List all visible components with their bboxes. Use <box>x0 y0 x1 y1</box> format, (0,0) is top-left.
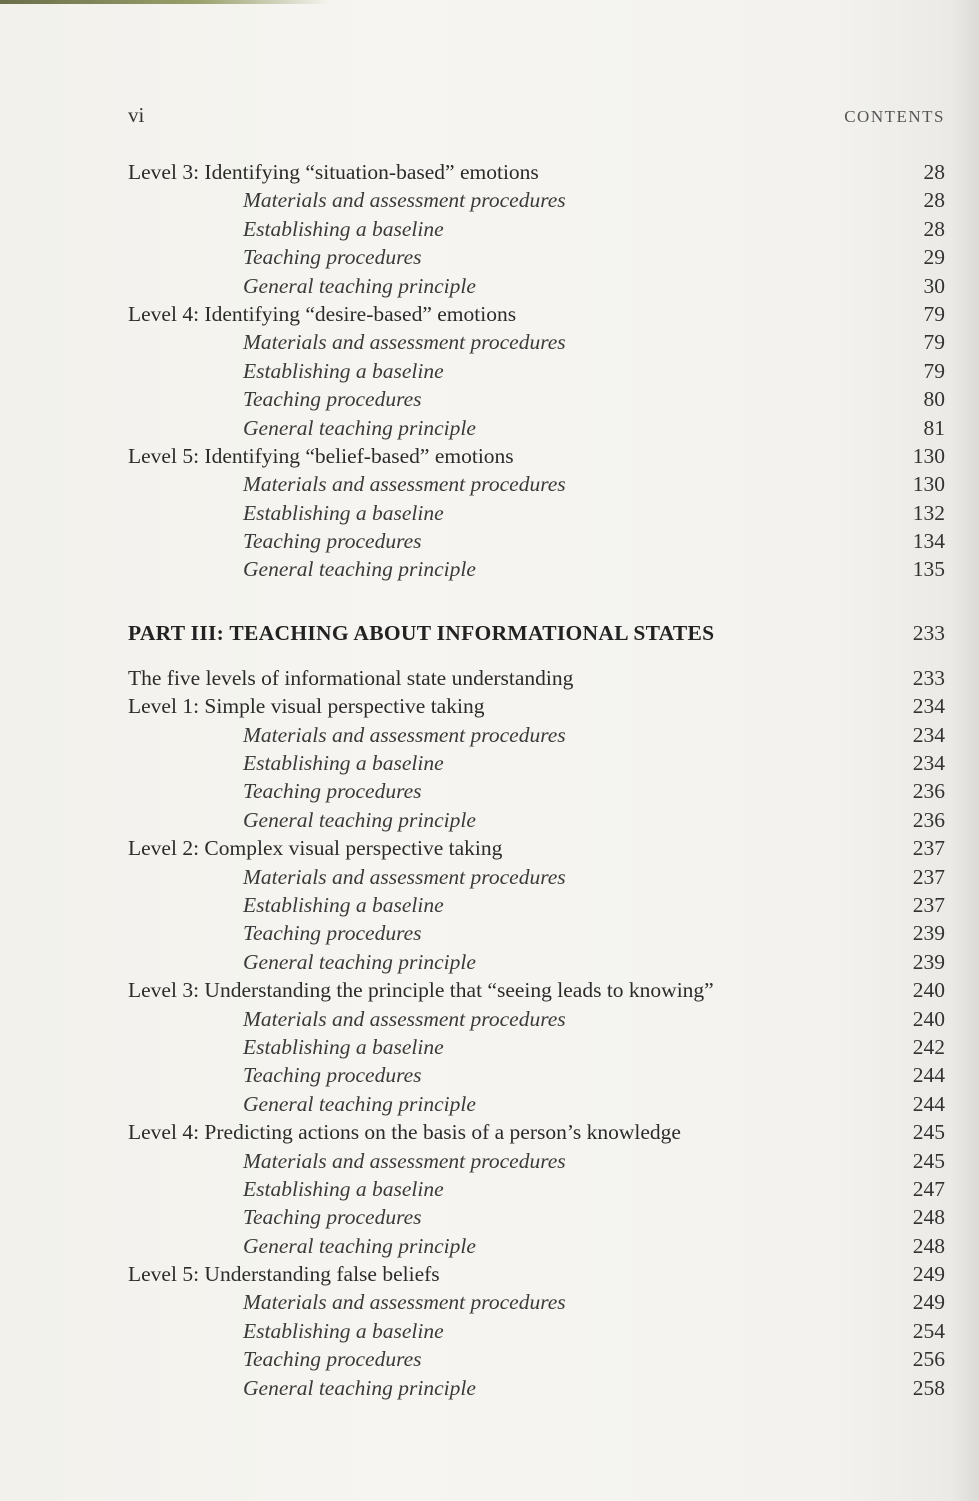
toc-entry-title: Level 3: Understanding the principle that “seeing leads to knowing” <box>128 978 714 1003</box>
toc-page-number: 28 <box>923 188 945 213</box>
toc-entry-title: The five levels of informational state understanding <box>128 665 574 690</box>
section-title: CONTENTS <box>844 107 945 126</box>
toc-subentry <box>0 1317 979 1345</box>
toc-subentry <box>0 328 979 356</box>
toc-entry-title: Level 4: Identifying “desire-based” emotions <box>128 301 517 326</box>
toc-page-number: 236 <box>912 779 945 804</box>
toc-page-number: 29 <box>923 245 945 270</box>
toc-page-number: 258 <box>912 1375 945 1400</box>
toc-page-number: 80 <box>923 387 945 412</box>
toc-entry-title: Materials and assessment procedures <box>243 330 566 355</box>
toc-subentry <box>0 215 979 243</box>
toc-subentry <box>0 1005 979 1033</box>
toc-entry-title: Teaching procedures <box>243 921 422 946</box>
toc-entry-title: Materials and assessment procedures <box>243 1290 566 1315</box>
toc-entry-title: Materials and assessment procedures <box>243 1006 566 1031</box>
toc-entry-title: Teaching procedures <box>243 779 422 804</box>
toc-subentry <box>0 1203 979 1231</box>
toc-entry-title: General teaching principle <box>243 1375 476 1400</box>
toc-page-number: 240 <box>912 978 945 1003</box>
toc-entry <box>0 834 979 862</box>
toc-entry-title: Establishing a baseline <box>243 358 444 383</box>
toc-page-number: 256 <box>912 1347 945 1372</box>
toc-page-number: 249 <box>912 1290 945 1315</box>
toc-subentry <box>0 1061 979 1089</box>
toc-page-number: 242 <box>912 1034 945 1059</box>
toc-subentry <box>0 721 979 749</box>
toc-entry-title: Establishing a baseline <box>243 1318 444 1343</box>
toc-entry <box>0 158 979 186</box>
toc-subentry <box>0 919 979 947</box>
toc-entry-title: General teaching principle <box>243 273 476 298</box>
toc-entry-title: Materials and assessment procedures <box>243 864 566 889</box>
toc-subentry <box>0 555 979 583</box>
toc-entry <box>0 1118 979 1146</box>
toc-subentry <box>0 527 979 555</box>
toc-page-number: 239 <box>912 949 945 974</box>
toc-entry-title: Teaching procedures <box>243 1063 422 1088</box>
toc-entry-title: General teaching principle <box>243 949 476 974</box>
toc-entry-title: Level 4: Predicting actions on the basis of a person’s knowledge <box>128 1120 681 1145</box>
toc-subentry <box>0 863 979 891</box>
toc-page-number: 236 <box>912 807 945 832</box>
toc-entry-title: Establishing a baseline <box>243 500 444 525</box>
toc-page-number: 81 <box>923 415 945 440</box>
toc-subentry <box>0 272 979 300</box>
page-number: vi <box>128 103 145 127</box>
toc-page-number: 79 <box>923 358 945 383</box>
toc-subentry <box>0 749 979 777</box>
toc-entry-title: General teaching principle <box>243 1233 476 1258</box>
toc-page-number: 233 <box>912 665 945 690</box>
toc-page-number: 79 <box>923 301 945 326</box>
toc-page-number: 132 <box>912 500 945 525</box>
toc-entry <box>0 976 979 1004</box>
toc-subentry <box>0 1345 979 1373</box>
toc-page-number: 130 <box>912 443 945 468</box>
toc-page-number: 254 <box>912 1318 945 1343</box>
toc-page-number: 134 <box>912 529 945 554</box>
toc-subentry <box>0 414 979 442</box>
toc-subentry <box>0 499 979 527</box>
running-head <box>128 103 945 128</box>
toc-entry-title: General teaching principle <box>243 807 476 832</box>
table-of-contents <box>0 158 979 1402</box>
toc-page-number: 237 <box>912 864 945 889</box>
toc-subentry <box>0 243 979 271</box>
page-edge-strip <box>0 0 330 4</box>
toc-subentry <box>0 470 979 498</box>
toc-page-number: 237 <box>912 892 945 917</box>
toc-page-number: 79 <box>923 330 945 355</box>
toc-page-number: 240 <box>912 1006 945 1031</box>
toc-subentry <box>0 1147 979 1175</box>
toc-page-number: 245 <box>912 1120 945 1145</box>
toc-subentry <box>0 1232 979 1260</box>
toc-subentry <box>0 777 979 805</box>
toc-page-number: 237 <box>912 836 945 861</box>
toc-subentry <box>0 385 979 413</box>
toc-subentry <box>0 806 979 834</box>
toc-entry-title: Level 3: Identifying “situation-based” emotions <box>128 160 539 184</box>
toc-entry <box>0 1260 979 1288</box>
toc-entry <box>0 664 979 692</box>
toc-subentry <box>0 1374 979 1402</box>
toc-entry-title: Establishing a baseline <box>243 216 444 241</box>
toc-page-number: 244 <box>912 1063 945 1088</box>
toc-entry-title: Level 5: Understanding false beliefs <box>128 1262 440 1287</box>
toc-entry-title: Level 2: Complex visual perspective taking <box>128 836 503 861</box>
toc-subentry <box>0 891 979 919</box>
toc-subentry <box>0 1033 979 1061</box>
toc-entry-title: Establishing a baseline <box>243 1176 444 1201</box>
toc-page-number: 249 <box>912 1262 945 1287</box>
toc-subentry <box>0 948 979 976</box>
toc-page-number: 135 <box>912 557 945 582</box>
toc-page-number: 28 <box>923 216 945 241</box>
toc-page-number: 248 <box>912 1233 945 1258</box>
toc-subentry <box>0 186 979 214</box>
toc-subentry <box>0 1288 979 1316</box>
toc-page-number: 233 <box>912 620 945 645</box>
toc-page-number: 245 <box>912 1148 945 1173</box>
toc-subentry <box>0 1175 979 1203</box>
toc-page-number: 130 <box>912 472 945 497</box>
toc-page-number: 247 <box>912 1176 945 1201</box>
toc-page-number: 28 <box>923 160 945 184</box>
toc-part-heading <box>0 604 979 662</box>
toc-page-number: 234 <box>912 722 945 747</box>
toc-entry-title: Teaching procedures <box>243 529 422 554</box>
toc-entry-title: Teaching procedures <box>243 1205 422 1230</box>
toc-page-number: 234 <box>912 694 945 719</box>
toc-entry-title: Establishing a baseline <box>243 892 444 917</box>
toc-subentry <box>0 357 979 385</box>
toc-entry-title: General teaching principle <box>243 1091 476 1116</box>
toc-page-number: 239 <box>912 921 945 946</box>
toc-entry-title: PART III: TEACHING ABOUT INFORMATIONAL STATES <box>128 620 715 645</box>
toc-entry-title: Level 5: Identifying “belief-based” emotions <box>128 443 514 468</box>
toc-entry-title: Teaching procedures <box>243 387 422 412</box>
toc-subentry <box>0 1090 979 1118</box>
toc-entry-title: Teaching procedures <box>243 1347 422 1372</box>
toc-entry-title: Materials and assessment procedures <box>243 188 566 213</box>
toc-entry-title: General teaching principle <box>243 415 476 440</box>
toc-entry-title: General teaching principle <box>243 557 476 582</box>
toc-entry-title: Teaching procedures <box>243 245 422 270</box>
toc-entry-title: Establishing a baseline <box>243 751 444 776</box>
toc-entry <box>0 442 979 470</box>
toc-entry <box>0 692 979 720</box>
toc-entry-title: Establishing a baseline <box>243 1034 444 1059</box>
toc-entry-title: Materials and assessment procedures <box>243 1148 566 1173</box>
toc-entry-title: Level 1: Simple visual perspective taking <box>128 694 485 719</box>
toc-entry <box>0 300 979 328</box>
toc-entry-title: Materials and assessment procedures <box>243 722 566 747</box>
toc-page-number: 244 <box>912 1091 945 1116</box>
toc-page-number: 248 <box>912 1205 945 1230</box>
toc-page-number: 30 <box>923 273 945 298</box>
toc-entry-title: Materials and assessment procedures <box>243 472 566 497</box>
toc-page-number: 234 <box>912 751 945 776</box>
